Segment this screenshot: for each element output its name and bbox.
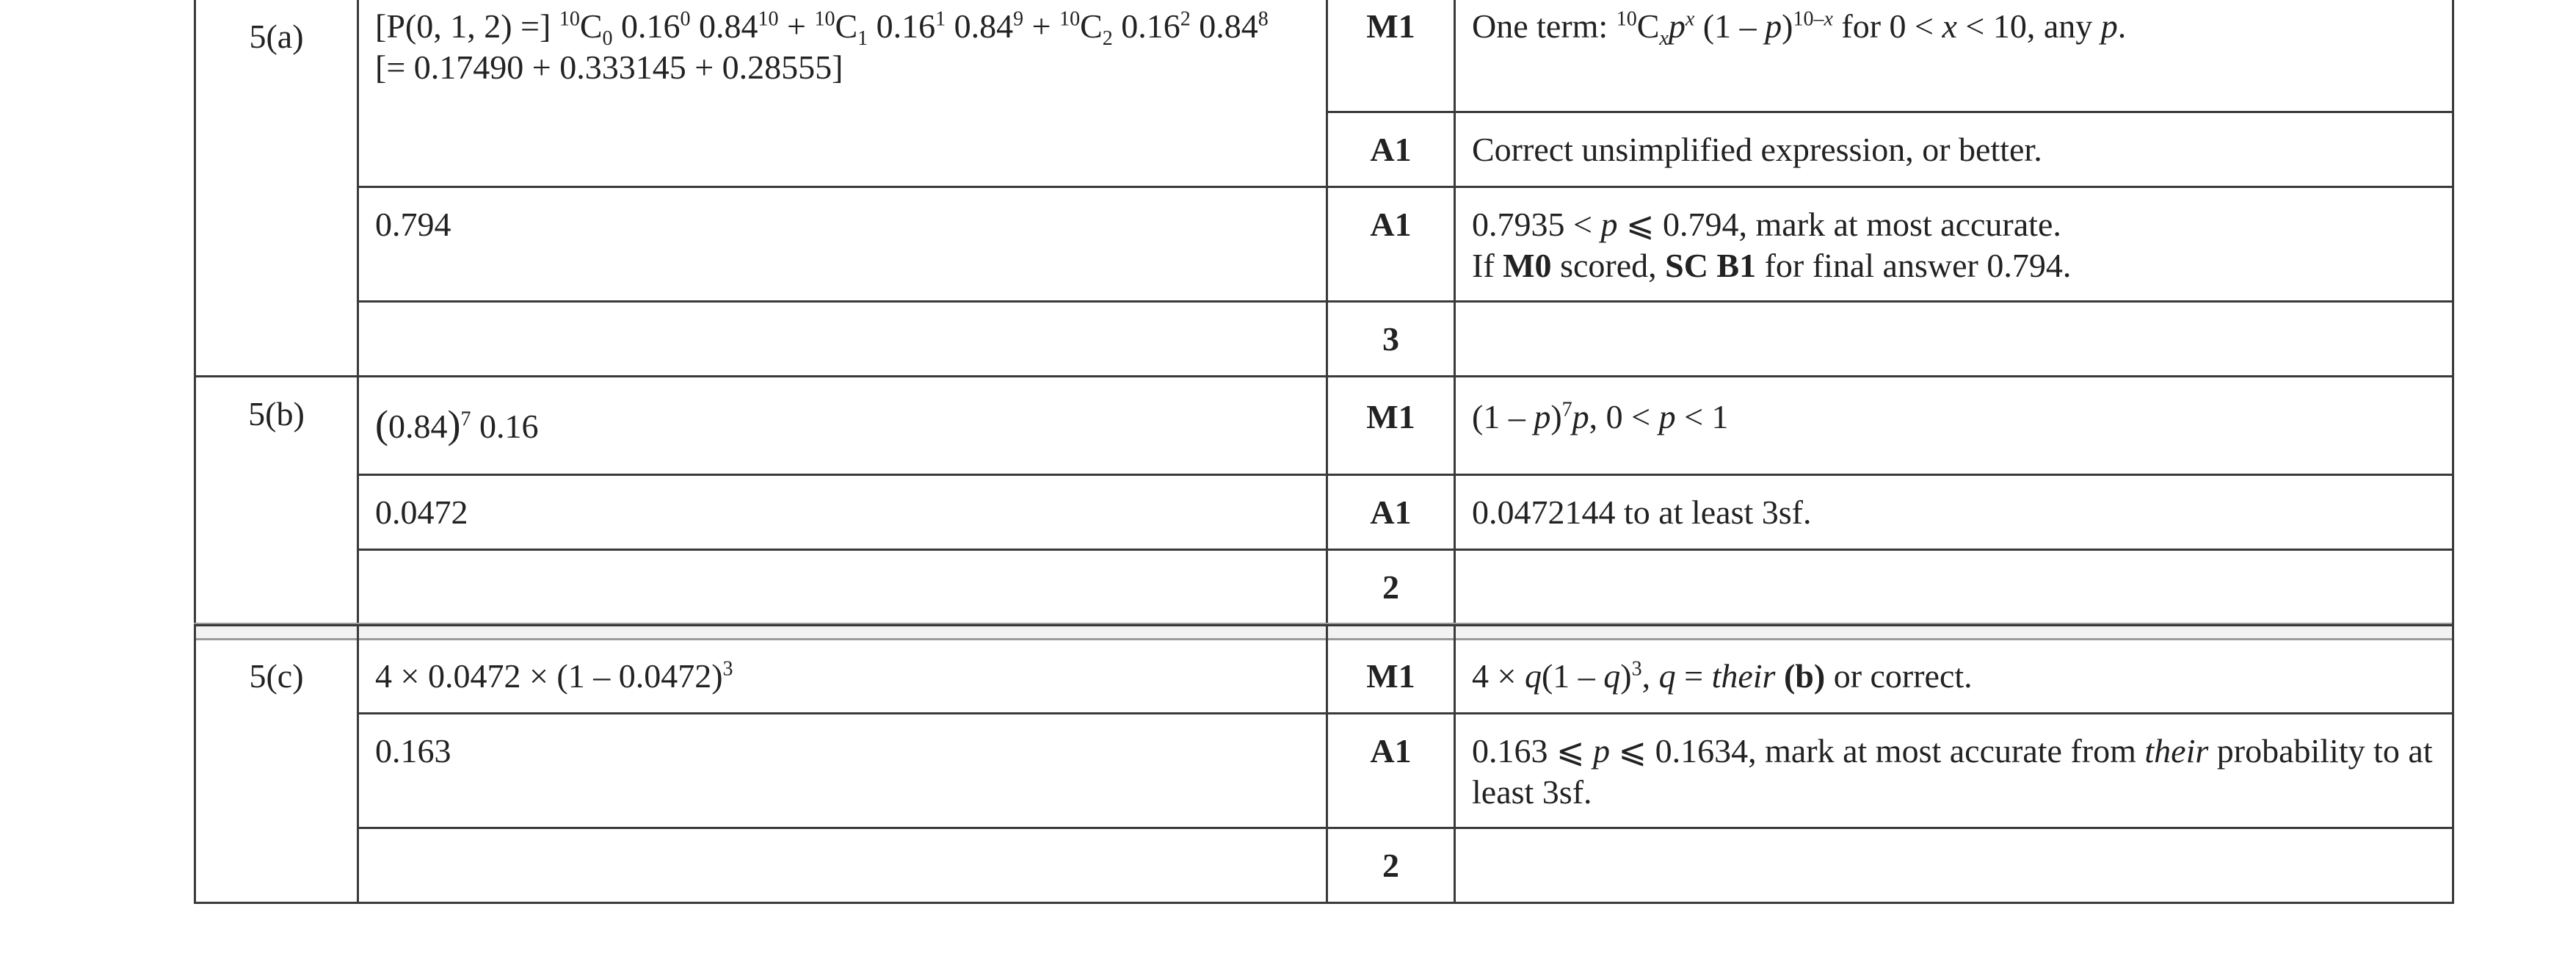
answer-cell xyxy=(358,549,1327,624)
guidance-text: Correct unsimplified expression, or better. xyxy=(1455,112,2453,187)
mark-scheme-table-c xyxy=(194,624,2454,904)
table-row xyxy=(195,187,2453,301)
question-label: 5(c) xyxy=(195,626,358,903)
working-expression: [P(0, 1, 2) =] $^{10}C_0$ 0.16$^0$ $0.84^{10} + ^{10}C_1$ 0.16$^1$ $0.84^9 + ^{10}C_2$ 0.16$^2$ 0.84$^8$ xyxy=(375,7,1269,51)
working-expression: $(0.84)^7$ 0.16 xyxy=(358,376,1327,474)
working-expression: 4 × 0.0472 × (1 – 0.0472)$^3$ xyxy=(358,626,1327,714)
mark-total: 2 xyxy=(1327,828,1455,903)
mark-code: A1 xyxy=(1327,474,1455,549)
answer-cell xyxy=(358,301,1327,376)
guidance-text: 4 × q(1 – q)$^3$, q = their (b) or correct. xyxy=(1455,626,2453,714)
mark-code: M1 xyxy=(1327,376,1455,474)
working-evaluation: [= 0.17490 + 0.333145 + 0.28555] xyxy=(375,48,843,86)
mark-code: A1 xyxy=(1327,112,1455,187)
table-row xyxy=(195,376,2453,474)
guidance-text: 0.163 ⩽ p ⩽ 0.1634, mark at most accurate from their probability to at least 3sf. xyxy=(1455,714,2453,828)
guidance-text: (1 – p)$^7$p, 0 < p < 1 xyxy=(1455,376,2453,474)
table-row xyxy=(195,474,2453,549)
guidance-text: One term: $^{10}C_xp^x$ (1 – p)$^{10-x}$ for 0 < x < 10, any p. xyxy=(1455,0,2453,112)
table-row xyxy=(195,0,2453,112)
guidance-text xyxy=(1455,301,2453,376)
guidance-text: 0.0472144 to at least 3sf. xyxy=(1455,474,2453,549)
working-cell xyxy=(358,0,1327,187)
guidance-text: 0.7935 < p ⩽ 0.794, mark at most accurate. If M0 scored, SC B1 for final answer 0.794. xyxy=(1455,187,2453,301)
mark-code: M1 xyxy=(1327,0,1455,112)
table-row xyxy=(195,714,2453,828)
mark-code: M1 xyxy=(1327,626,1455,714)
answer-cell xyxy=(358,828,1327,903)
answer-cell: 0.163 xyxy=(358,714,1327,828)
answer-cell: 0.0472 xyxy=(358,474,1327,549)
question-label: 5(b) xyxy=(195,376,358,624)
question-label: 5(a) xyxy=(195,0,358,376)
mark-code: A1 xyxy=(1327,714,1455,828)
table-row xyxy=(195,301,2453,376)
table-row xyxy=(195,828,2453,903)
mark-scheme-table-ab xyxy=(194,0,2454,626)
mark-code: A1 xyxy=(1327,187,1455,301)
table-row xyxy=(195,549,2453,624)
mark-total: 3 xyxy=(1327,301,1455,376)
guidance-text xyxy=(1455,828,2453,903)
mark-total: 2 xyxy=(1327,549,1455,624)
table-row xyxy=(195,626,2453,714)
answer-cell: 0.794 xyxy=(358,187,1327,301)
guidance-text xyxy=(1455,549,2453,624)
